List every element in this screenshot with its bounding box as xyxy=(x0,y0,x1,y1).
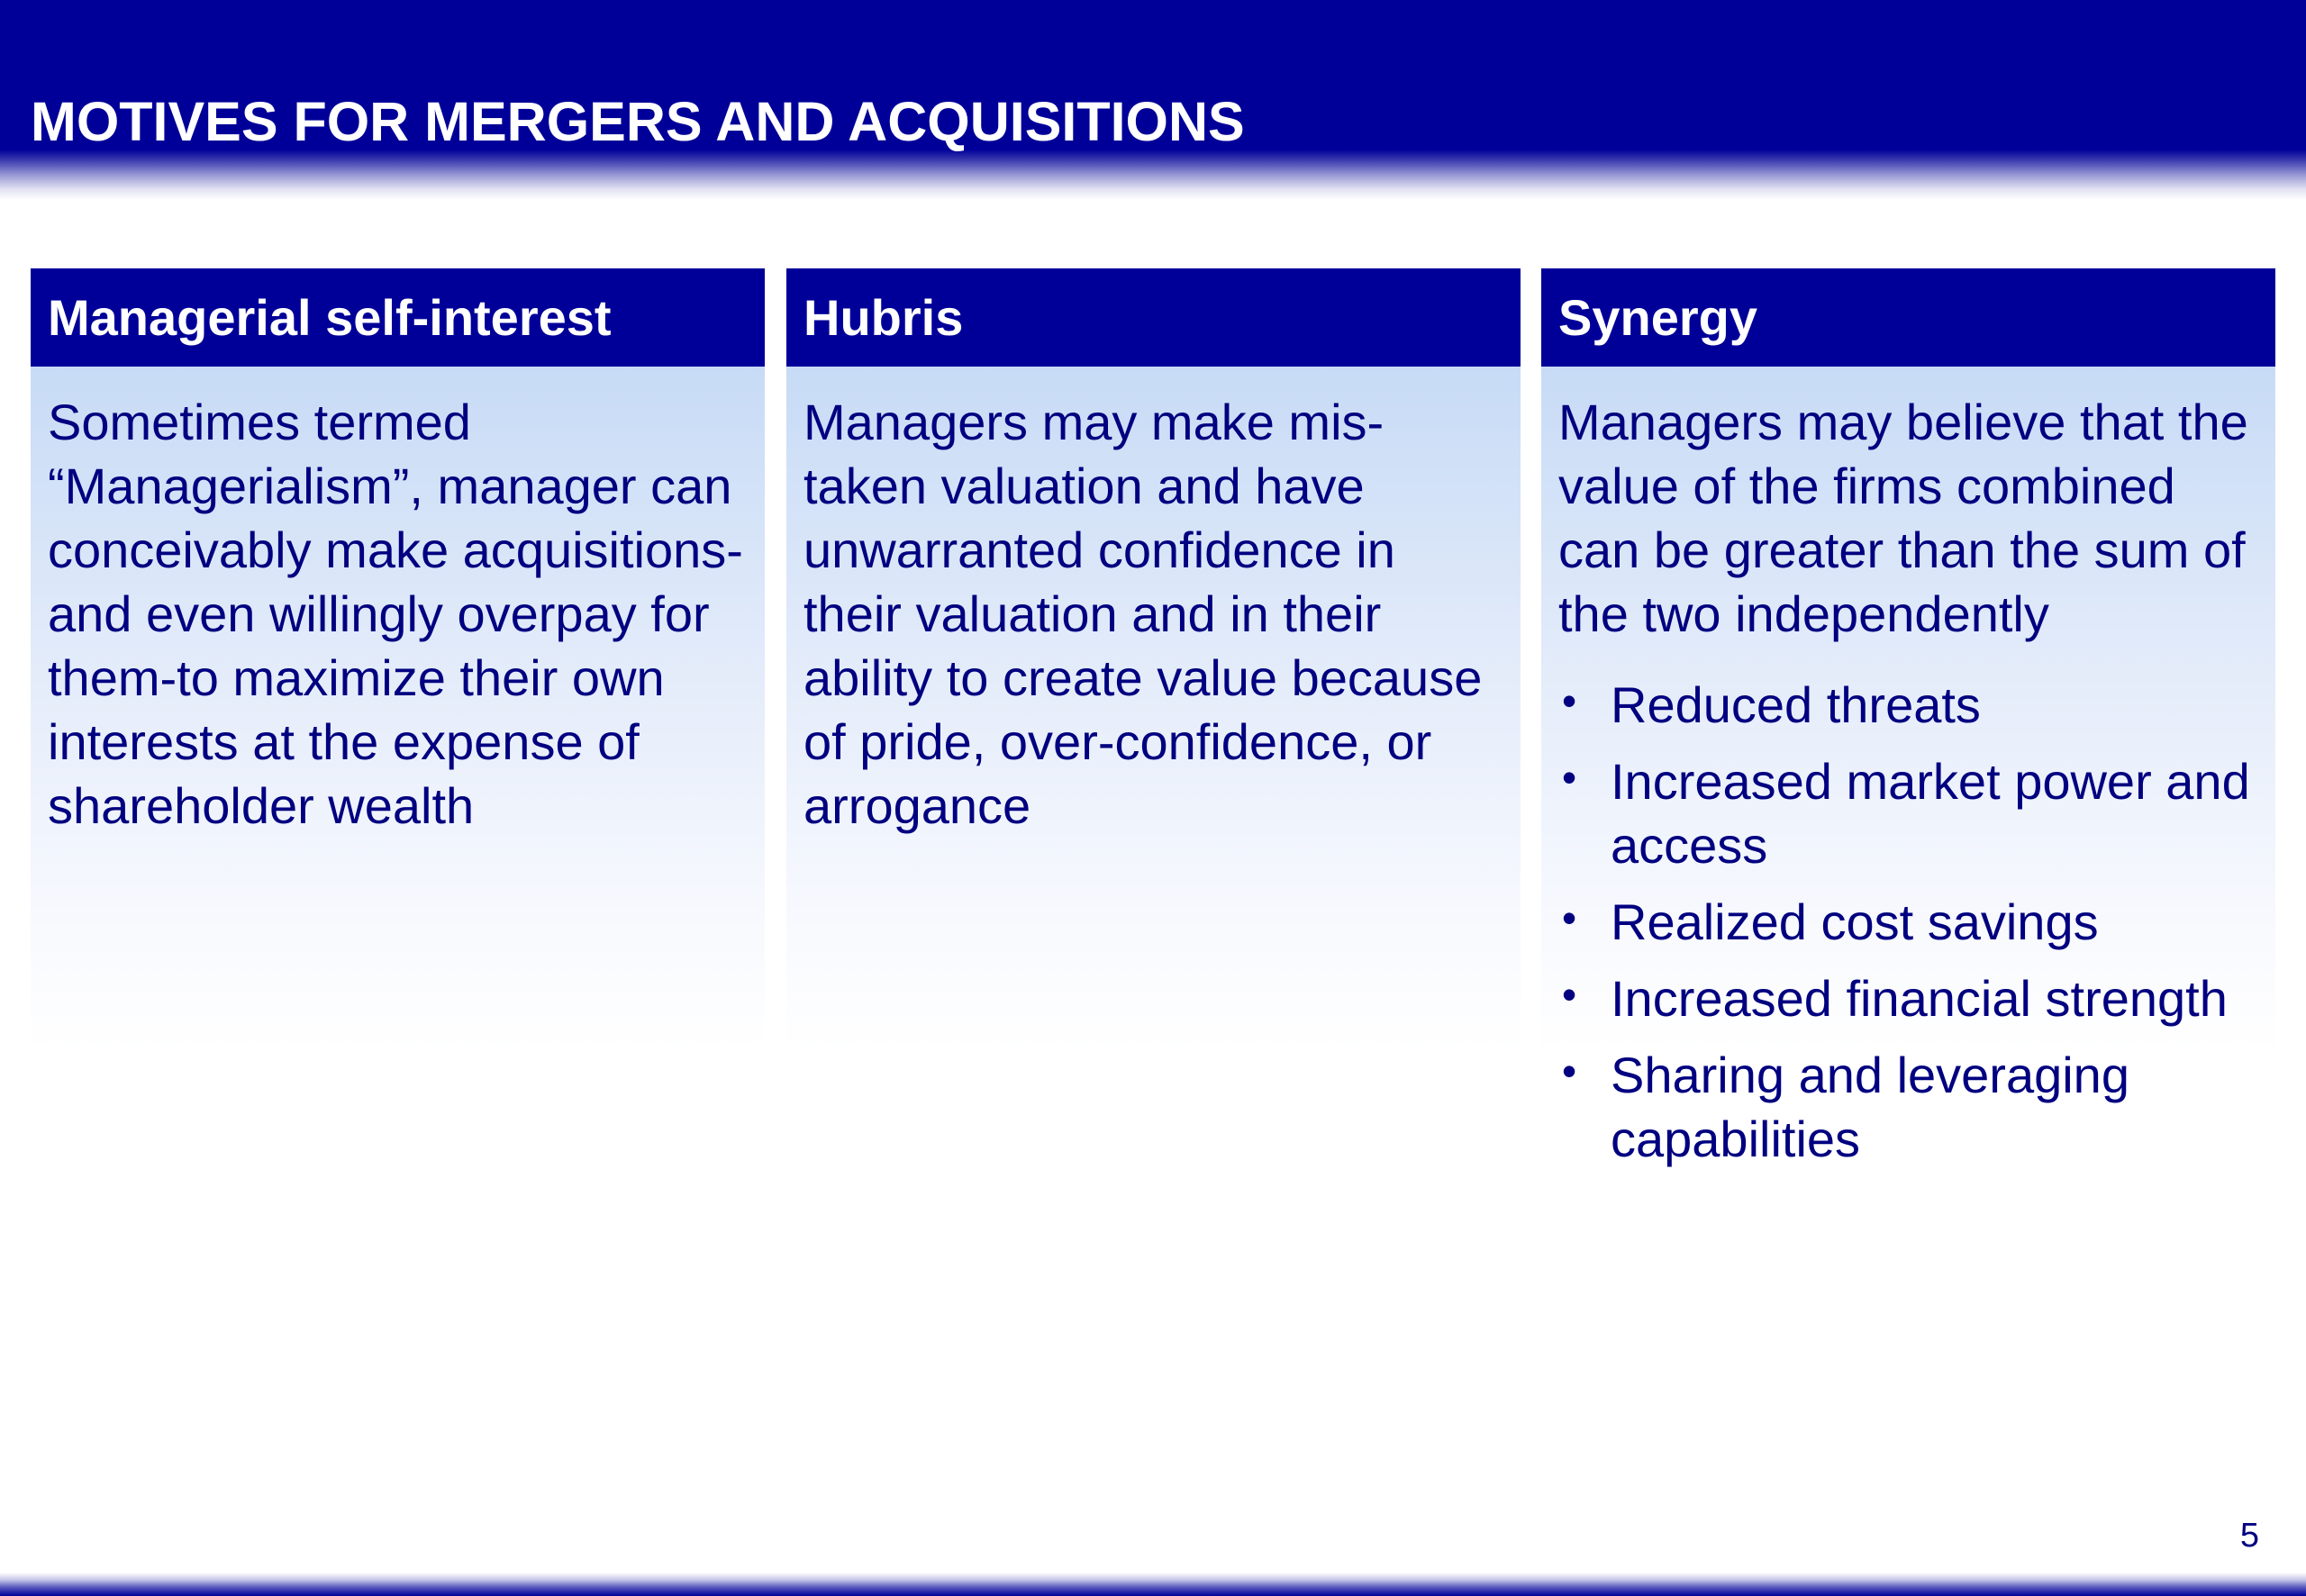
bullet-text: Sharing and leveraging capabilities xyxy=(1611,1047,2129,1167)
bullet-item xyxy=(1558,673,2257,737)
column-heading: Managerial self-interest xyxy=(31,268,765,367)
synergy-bullet-list xyxy=(1558,673,2257,1171)
column-managerial-self-interest xyxy=(31,268,765,1053)
column-heading: Hubris xyxy=(786,268,1521,367)
bullet-icon: • xyxy=(1562,677,1577,724)
bullet-text: Reduced threats xyxy=(1611,676,1981,733)
slide-title: MOTIVES FOR MERGERS AND ACQUISITIONS xyxy=(31,91,1245,152)
column-body-panel xyxy=(1541,367,2275,1167)
bullet-icon: • xyxy=(1562,894,1577,941)
bullet-item xyxy=(1558,749,2257,877)
column-body-text: Managers may make mis-taken valuation and have unwarranted confidence in their valuation and in their ability to create value because of pride, over-confidence, or arrogance xyxy=(803,394,1483,834)
bullet-text: Increased financial strength xyxy=(1611,970,2228,1027)
bottom-bar xyxy=(0,1573,2306,1596)
title-bar xyxy=(0,0,2306,200)
bullet-item xyxy=(1558,890,2257,954)
bullet-icon: • xyxy=(1562,1047,1577,1094)
column-body-panel xyxy=(786,367,1521,1053)
column-hubris xyxy=(786,268,1521,1053)
bullet-icon: • xyxy=(1562,971,1577,1018)
column-body-panel xyxy=(31,367,765,1053)
column-heading: Synergy xyxy=(1541,268,2275,367)
page-number: 5 xyxy=(2239,1517,2259,1555)
bullet-item xyxy=(1558,1043,2257,1171)
bullet-icon: • xyxy=(1562,754,1577,801)
column-body-text: Managers may believe that the value of the firms combined can be greater than the sum of the two independently xyxy=(1558,394,2248,642)
bullet-text: Increased market power and access xyxy=(1611,753,2250,874)
bullet-item xyxy=(1558,966,2257,1030)
column-body-text: Sometimes termed “Managerialism”, manager can conceivably make acquisitions-and even willingly overpay for them-to maximize their own interests at the expense of shareholder wealth xyxy=(48,394,743,834)
column-synergy xyxy=(1541,268,2275,1167)
bullet-text: Realized cost savings xyxy=(1611,893,2099,950)
